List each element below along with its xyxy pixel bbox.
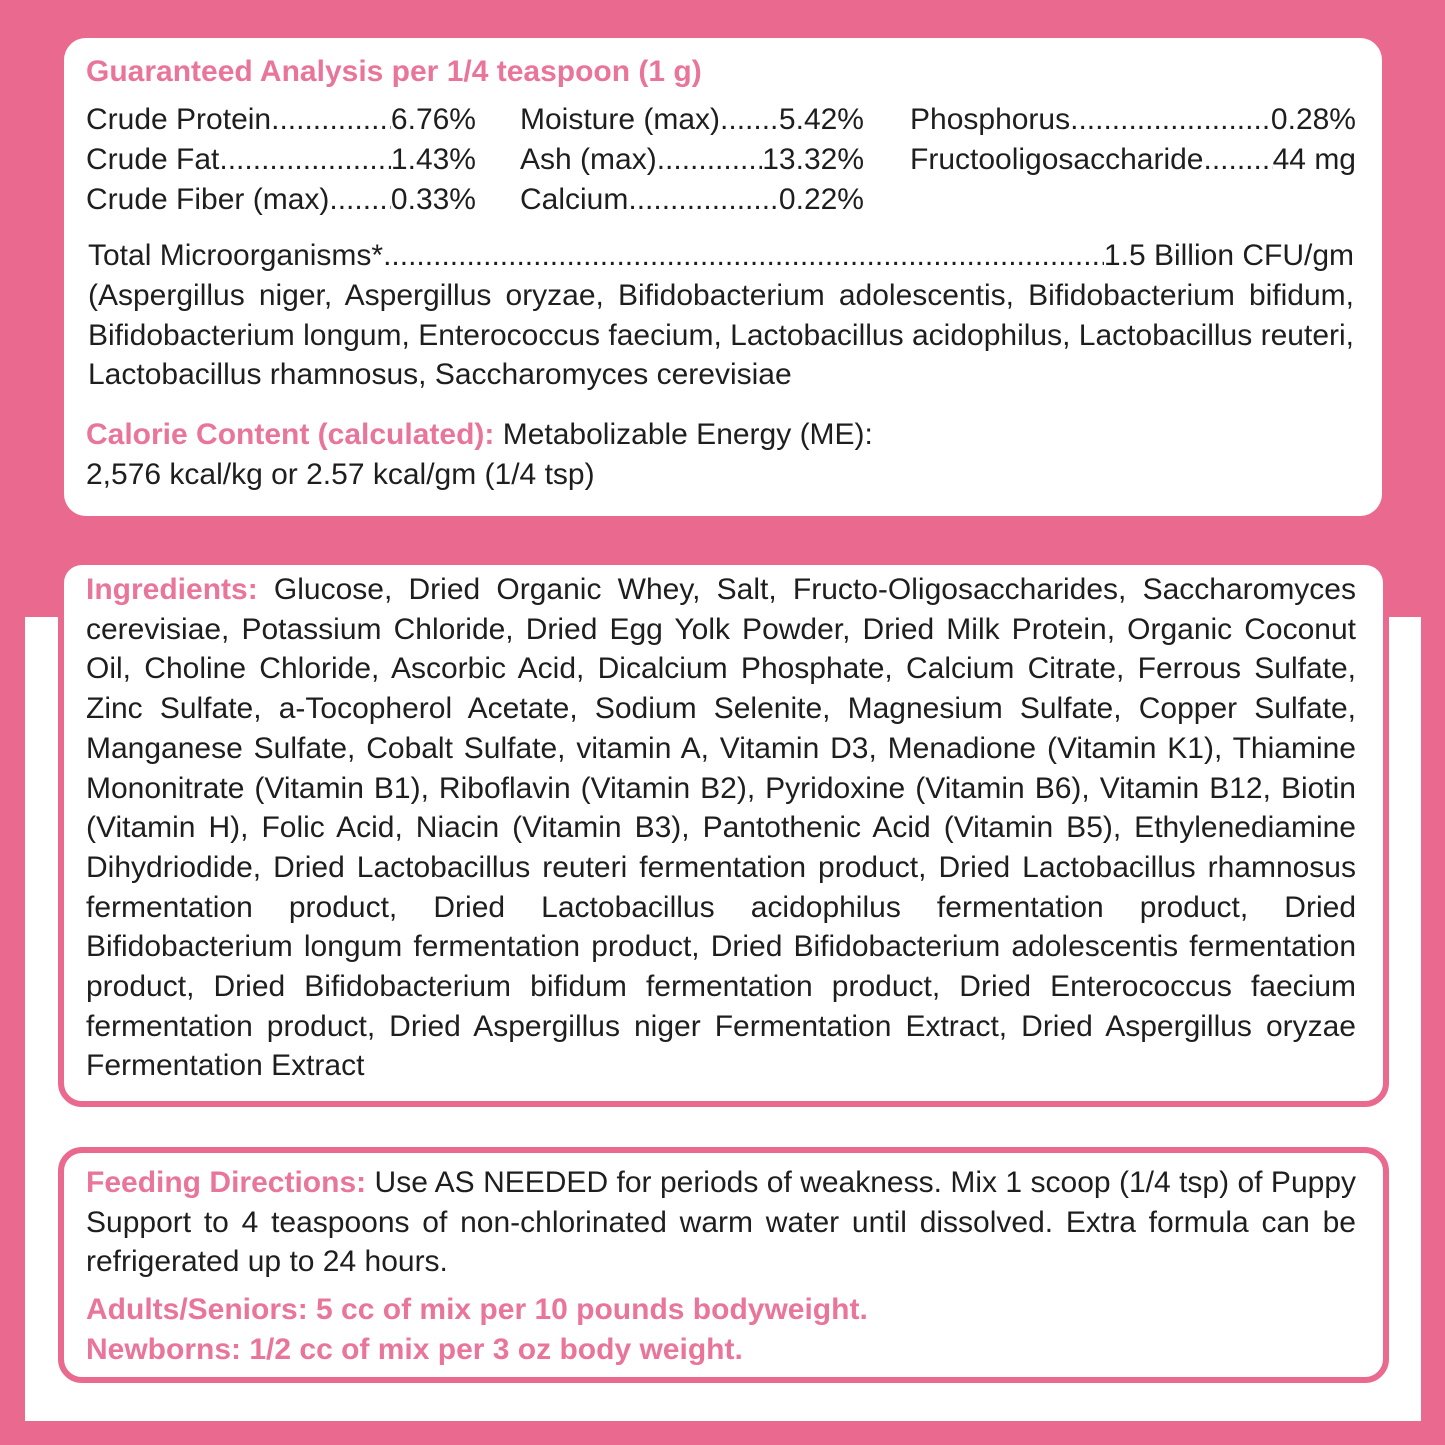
analysis-value: 6.76%	[390, 103, 476, 136]
leader-dots	[271, 100, 391, 140]
analysis-label: Calcium	[520, 183, 629, 216]
feeding-directions-label: Feeding Directions:	[86, 1166, 367, 1199]
analysis-row-crude-fiber	[86, 180, 476, 220]
calorie-content-label: Calorie Content (calculated):	[86, 418, 495, 451]
analysis-row-crude-fat	[86, 140, 476, 180]
leader-dots	[219, 140, 391, 180]
guaranteed-analysis-title: Guaranteed Analysis per 1/4 teaspoon (1 g)	[86, 55, 702, 88]
analysis-value: 1.43%	[390, 143, 476, 176]
ingredients-paragraph	[86, 570, 1356, 1086]
analysis-value: 0.22%	[778, 183, 864, 216]
analysis-row-ash	[520, 140, 864, 180]
newborns-dosage: Newborns: 1/2 cc of mix per 3 oz body weight.	[86, 1333, 743, 1366]
analysis-label: Crude Fiber (max)	[86, 183, 330, 216]
analysis-label: Ash (max)	[520, 143, 657, 176]
ingredients-text: Glucose, Dried Organic Whey, Salt, Fructo-Oligosaccharides, Saccharomyces cerevisiae, Potassium Chloride, Dried Egg Yolk Powder, Dried Milk Protein, Organic Coconut Oil, Choline Chloride, Ascorbic Acid, Dicalcium Phosphate, Calcium Citrate, Ferrous Sulfate, Zinc Sulfate, a-Tocopherol Acetate, Sodium Selenite, Magnesium Sulfate, Copper Sulfate, Manganese Sulfate, Cobalt Sulfate, vitamin A, Vitamin D3, Menadione (Vitamin K1), Thiamine Mononitrate (Vitamin B1), Riboflavin (Vitamin B2), Pyridoxine (Vitamin B6), Vitamin B12, Biotin (Vitamin H), Folic Acid, Niacin (Vitamin B3), Pantothenic Acid (Vitamin B5), Ethylenediamine Dihydriodide, Dried Lactobacillus reuteri fermentation product, Dried Lactobacillus rhamnosus fermentation product, Dried Lactobacillus acidophilus fermentation product, Dried Bifidobacterium longum fermentation product, Dried Bifidobacterium adolescentis fermentation product, Dried Bifidobacterium bifidum fermentation product, Dried Enterococcus faecium fermentation product, Dried Aspergillus niger Fermentation Extract, Dried Aspergillus oryzae Fermentation Extract	[86, 573, 1356, 1083]
analysis-value: 0.33%	[390, 183, 476, 216]
pink-border-right	[1421, 617, 1445, 1445]
analysis-label: Moisture (max)	[520, 103, 721, 136]
leader-dots	[383, 236, 1104, 276]
leader-dots	[1203, 140, 1272, 180]
analysis-value: 0.28%	[1270, 103, 1356, 136]
calorie-content-line	[86, 415, 873, 455]
analysis-row-moisture	[520, 100, 864, 140]
analysis-label: Crude Fat	[86, 143, 220, 176]
calorie-content-value: 2,576 kcal/kg or 2.57 kcal/gm (1/4 tsp)	[86, 458, 595, 491]
adults-seniors-dosage: Adults/Seniors: 5 cc of mix per 10 pounds bodyweight.	[86, 1293, 868, 1326]
analysis-row-fructooligosaccharide	[910, 140, 1356, 180]
analysis-label: Crude Protein	[86, 103, 272, 136]
leader-dots	[720, 100, 779, 140]
feeding-directions-text: Use AS NEEDED for periods of weakness. Mix 1 scoop (1/4 tsp) of Puppy Support to 4 teaspoons of non-chlorinated warm water until dissolved. Extra formula can be refrigerated up to 24 hours.	[86, 1166, 1356, 1279]
leader-dots	[329, 180, 391, 220]
leader-dots	[657, 140, 763, 180]
analysis-row-phosphorus	[910, 100, 1356, 140]
analysis-row-total-microorganisms	[88, 236, 1354, 276]
analysis-label: Fructooligosaccharide	[910, 143, 1204, 176]
analysis-value: 44 mg	[1272, 143, 1356, 176]
ingredients-label: Ingredients:	[86, 573, 258, 606]
analysis-row-crude-protein	[86, 100, 476, 140]
calorie-content-text: Metabolizable Energy (ME):	[502, 418, 873, 451]
analysis-row-calcium	[520, 180, 864, 220]
analysis-value: 5.42%	[778, 103, 864, 136]
analysis-value: 1.5 Billion CFU/gm	[1103, 239, 1354, 272]
analysis-value: 13.32%	[762, 143, 864, 176]
analysis-label: Total Microorganisms*	[88, 239, 384, 272]
feeding-directions-paragraph	[86, 1163, 1356, 1282]
leader-dots	[628, 180, 779, 220]
leader-dots	[1070, 100, 1271, 140]
pink-border-left	[0, 617, 25, 1445]
microorganism-list: (Aspergillus niger, Aspergillus oryzae, Bifidobacterium adolescentis, Bifidobacterium bifidum, Bifidobacterium longum, Enterococcus faecium, Lactobacillus acidophilus, Lactobacillus reuteri, Lactobacillus rhamnosus, Saccharomyces cerevisiae	[88, 279, 1354, 392]
analysis-label: Phosphorus	[910, 103, 1071, 136]
pink-border-bottom	[0, 1421, 1445, 1445]
